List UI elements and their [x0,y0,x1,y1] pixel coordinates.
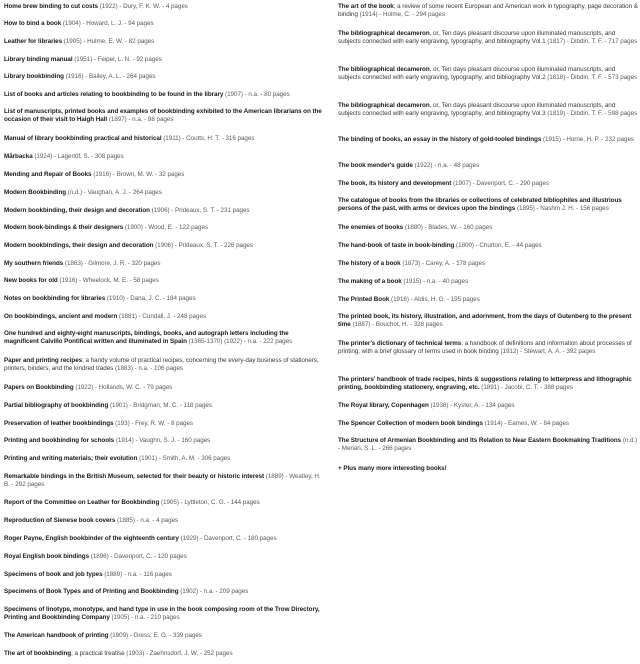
book-entry [338,296,638,304]
book-entry [338,102,638,119]
book-entry [338,313,638,330]
book-title: Printing and writing materials; their evolution [4,455,138,462]
book-entry [4,455,322,463]
book-meta: (1817) - Dibdin, T. F. - 717 pages [545,38,638,46]
book-title: Papers on Bookbinding [4,384,74,391]
book-title: Notes on bookbinding for libraries [4,295,106,302]
book-meta: (n.d.) - Merian, S. L. - 266 pages [338,437,638,453]
book-entry [338,260,638,268]
book-subtitle: ; a handy volume of practical recipes, concerning the every-day business of stationers, printers, binders, and the kindred trades [4,357,319,373]
book-entry [4,650,322,658]
book-meta: (1906) - Prideaux, S. T. - 231 pages [149,207,250,214]
book-entry [338,340,638,357]
book-entry [4,402,322,410]
book-meta: (1889) - n.a. - 116 pages [102,571,172,578]
book-entry [4,153,322,161]
book-title: Royal English book bindings [4,553,90,560]
book-title: The enemies of books [338,224,404,231]
book-title: The book mender's guide [338,162,413,169]
book-meta: (1916) - Brown, M. W. - 32 pages [91,171,185,178]
book-meta: (1922) - n.a. - 48 pages [412,162,480,169]
book-entry [338,437,638,454]
book-title: Home brew binding to cut costs [4,3,99,10]
book-title: The printed book, its history, illustration, and adornment, from the days of Gutenberg to the present time [338,313,632,329]
book-title: The bibliographical decameron [338,30,430,37]
book-entry [4,473,322,490]
book-meta: (1924) - Lagerlöf, S. - 308 pages [32,153,124,160]
book-entry [4,517,322,525]
book-title: Preservation of leather bookbindings [4,420,114,427]
book-entry [338,180,638,188]
book-title: New books for old [4,277,58,284]
book-meta: (1901) - Smith, A. M. - 306 pages [137,455,231,462]
book-entry [4,38,322,46]
book-title: The bibliographical decameron [338,66,430,73]
book-meta: (1916) - Wheelock, M. E. - 58 pages [57,277,159,284]
book-title: The book, its history and development [338,180,452,187]
book-entry [338,136,638,144]
book-meta: (1905) - Lyttleton, C. G. - 144 pages [159,499,260,506]
book-meta: (1910) - Dana, J. C. - 184 pages [105,295,196,302]
book-meta: (1929) - Davenport, C. - 180 pages [178,535,277,542]
book-entry [4,535,322,543]
book-meta: (1909) - Gress, E. G. - 339 pages [108,632,202,639]
book-title: The Royal library, Copenhagen [338,402,429,409]
book-entry [4,207,322,215]
book-meta: (1922) - Hollands, W. C. - 79 pages [73,384,173,391]
book-title: The Printed Book [338,296,390,303]
book-meta: (1800) - Churton, E. - 44 pages [454,242,542,249]
book-entry [4,588,322,596]
book-title: Report of the Committee on Leather for Bookbinding [4,499,160,506]
book-entry [338,224,638,232]
book-entry [4,91,322,99]
book-meta: (1916) - Bailey, A. L. - 264 pages [63,73,156,80]
book-subtitle: ; a handbook of definitions and information about processes of printing; with a brief glossary of terms used in book binding [338,340,632,356]
book-entry [4,632,322,640]
book-entry [4,571,322,579]
book-meta: (1915) - n.a. - 40 pages [401,278,469,285]
book-meta: (1915) - Horne, H. P. - 232 pages [541,136,635,143]
more-books-note [338,465,638,473]
book-meta: (n.d.) - Vaughan, A. J. - 264 pages [66,189,162,196]
book-entry [338,376,638,393]
book-entry [338,402,638,410]
book-title: One hundred and eighty-eight manuscripts, bindings, books, and autograph letters including the magnificent Calvillo Pontifical written and illuminated in Spain [4,330,289,346]
book-title: The printers' handbook of trade recipes, hints & suggestions relating to letterpress and lithographic printing, bookbinding stationery, engraving, etc. [338,376,632,392]
book-title: The bibliographical decameron [338,102,430,109]
book-entry [4,277,322,285]
book-title: Library binding manual [4,56,73,63]
book-title: List of manuscripts, printed books and examples of bookbinding exhibited to the American librarians on the occasion of their visit to Haigh Hall [4,108,322,124]
book-meta: (1900) - Wood, E. - 122 pages [123,224,208,231]
book-meta: (1885) - n.a. - 4 pages [115,517,179,524]
book-entry [4,499,322,507]
book-meta: (1887) - Bouchot, H. - 328 pages [350,321,443,329]
book-title: Roger Payne, English bookbinder of the eighteenth century [4,535,179,542]
book-title: Modern Bookbinding [4,189,67,196]
book-title: Specimens of linotype, monotype, and hand type in use in the book composing room of the Trow Directory, Printing and Bookbinding Company [4,606,320,622]
book-entry [4,3,322,11]
book-entry [4,553,322,561]
book-title: Mending and Repair of Books [4,171,92,178]
book-entry [4,242,322,250]
book-meta: (1951) - Feipel, L. N. - 92 pages [72,56,162,63]
book-title: The binding of books, an essay in the history of gold-tooled bindings [338,136,542,143]
book-title: Modern bookbindings, their design and decoration [4,242,154,249]
book-entry [4,73,322,81]
book-meta: (1938) - Kyster, A. - 134 pages [428,402,515,409]
book-subtitle: , or, Ten days pleasant discourse upon illuminated manuscripts, and subjects connected with early engraving, typography, and bibliography Vol.1 [338,30,616,46]
book-entry [338,420,638,428]
book-meta: (1914) - Eames, W. - 84 pages [483,420,569,427]
book-subtitle: ; a practical treatise [71,650,125,657]
book-meta: (1902) - n.a. - 209 pages [178,588,249,595]
book-meta: (1901) - Bridgman, M. C. - 118 pages [108,402,212,409]
book-subtitle: ; a review of some recent European and American work in typography, page decoration & binding [338,3,638,19]
book-meta: (1914) - Vaughn, S. J. - 160 pages [114,437,211,444]
book-title: + Plus many more interesting books! [338,465,447,472]
book-title: The making of a book [338,278,402,285]
book-meta: (1883) - n.a. - 106 pages [113,365,184,373]
book-entry [4,606,322,623]
book-entry [4,295,322,303]
book-entry [338,197,638,214]
book-subtitle: , or, Ten days pleasant discourse upon illuminated manuscripts, and subjects connected with early engraving, typography, and bibliography Vol.3 [338,102,616,118]
book-meta: (1365-1370) (1922) - n.a. - 222 pages [186,338,293,346]
book-title: Modern bookbinding, their design and decoration [4,207,150,214]
book-meta: (1818) - Dibdin, T. F. - 573 pages [545,74,638,82]
book-entry [4,56,322,64]
book-meta: (1897) - n.a. - 88 pages [107,116,174,124]
book-title: Modern book-bindings & their designers [4,224,124,231]
book-title: Printing and bookbinding for schools [4,437,115,444]
book-entry [4,108,322,125]
book-meta: (1905) - n.a. - 210 pages [109,614,180,622]
book-title: Mårbacka [4,153,33,160]
book-meta: (1914) - Holme, C. - 294 pages [357,11,445,19]
book-entry [4,420,322,428]
book-meta: (1863) - Gilmore, J. R. - 320 pages [63,260,161,267]
book-entry [4,313,322,321]
book-entry [338,162,638,170]
book-title: How to bind a book [4,20,62,27]
book-entry [4,135,322,143]
book-title: Manual of library bookbinding practical and historical [4,135,162,142]
book-entry [4,437,322,445]
book-title: Reproduction of Sienese book covers [4,517,116,524]
book-meta: (1880) - Blades, W. - 160 pages [403,224,493,231]
book-title: Specimens of book and job types [4,571,103,578]
book-title: Paper and printing recipes [4,357,83,364]
book-title: The history of a book [338,260,401,267]
book-entry [4,260,322,268]
book-title: The Spencer Collection of modern book bindings [338,420,483,427]
book-title: The art of the book [338,3,394,10]
book-meta: (1895) - Nashm J. H. - 156 pages [515,205,609,213]
book-meta: (1891) - Jacobi, C. T. - 388 pages [479,384,573,392]
book-entry [4,357,322,374]
book-meta: (1906) - Prideaux, S. T. - 226 pages [153,242,253,249]
book-title: The Structure of Armenian Bookbinding and Its Relation to Near Eastern Bookmaking Traditions [338,437,622,444]
book-entry [4,20,322,28]
book-title: Leather for libraries [4,38,63,45]
book-entry [338,3,638,20]
book-meta: (1881) - Cundall, J. - 248 pages [117,313,207,320]
book-title: The hand-book of taste in book-binding [338,242,455,249]
book-entry [4,171,322,179]
book-meta: (1819) - Dibdin, T. F. - 598 pages [545,110,638,118]
book-entry [338,30,638,47]
book-entry [4,224,322,232]
book-title: Partial bibliography of bookbinding [4,402,109,409]
book-title: The American handbook of printing [4,632,109,639]
book-title: My southern friends [4,260,64,267]
book-title: The art of bookbinding [4,650,72,657]
book-subtitle: , or, Ten days pleasant discourse upon illuminated manuscripts, and subjects connected with early engraving, typography, and bibliography Vol.2 [338,66,616,82]
book-meta: (1911) - Coutts, H. T. - 316 pages [161,135,255,142]
book-meta: (1916) - Aldis, H. G. - 195 pages [389,296,480,303]
book-meta: (1903) - Zaehnsdorf, J. W. - 252 pages [124,650,233,657]
book-title: The printer's dictionary of technical terms [338,340,462,347]
book-title: List of books and articles relating to bookbinding to be found in the library [4,91,224,98]
book-entry [338,278,638,286]
book-entry [4,384,322,392]
book-meta: (1907) - n.a. - 80 pages [223,91,290,98]
book-meta: (1873) - Carey, A. - 178 pages [400,260,486,267]
book-title: On bookbindings, ancient and modern [4,313,118,320]
book-meta: (1904) - Howard, L. J. - 94 pages [61,20,154,27]
book-meta: (193) - Frey, R. W. - 8 pages [113,420,194,427]
book-meta: (1912) - Stewart, A. A. - 392 pages [498,348,596,356]
book-meta: (1907) - Davenport, C. - 290 pages [451,180,549,187]
book-title: The catalogue of books from the libraries or collections of celebrated bibliophiles and illustrious persons of the past, with arms or devices upon the bindings [338,197,622,213]
book-entry [338,66,638,83]
book-meta: (1922) - Dury, F. K. W. - 4 pages [98,3,188,10]
book-entry [338,242,638,250]
book-title: Remarkable bindings in the British Museum, selected for their beauty or historic interest [4,473,265,480]
book-meta: (1889) - Weatley, H. B. - 292 pages [4,473,321,489]
book-meta: (1896) - Davenport, C. - 120 pages [89,553,187,560]
book-entry [4,189,322,197]
book-meta: (1905) - Hulme, E. W. - 82 pages [62,38,155,45]
book-entry [4,330,322,347]
book-title: Library bookbinding [4,73,64,80]
book-title: Specimens of Book Types and of Printing and Bookbinding [4,588,179,595]
